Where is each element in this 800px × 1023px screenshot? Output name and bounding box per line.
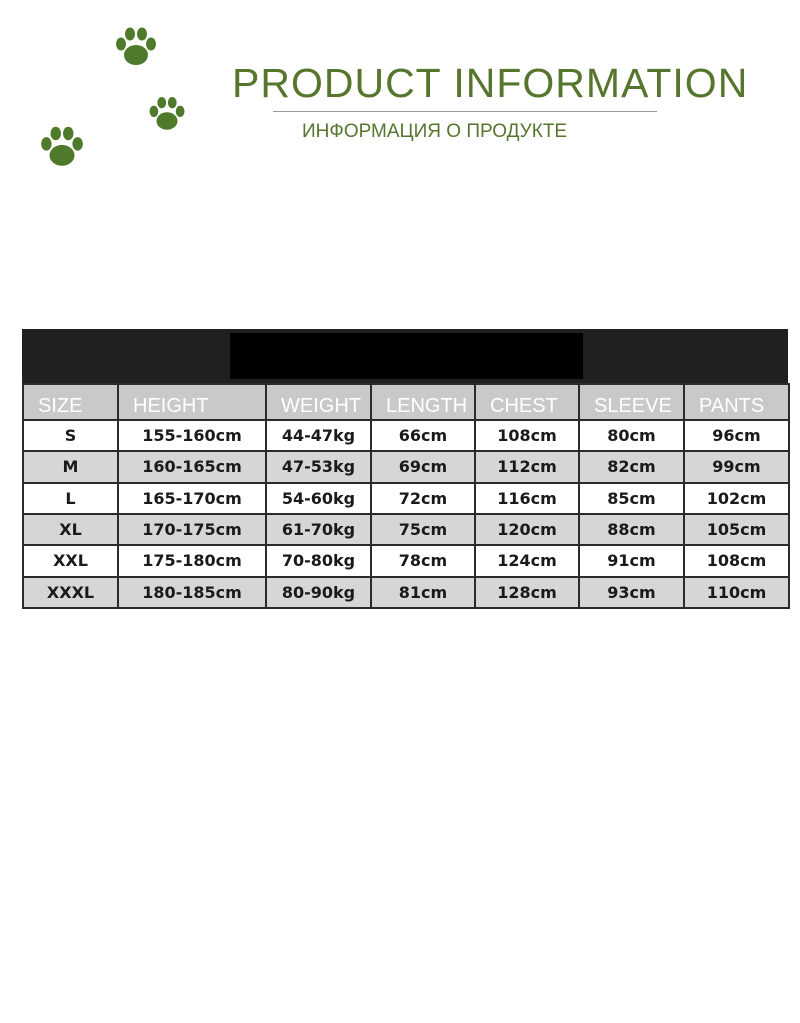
table-cell: 112cm [475, 451, 579, 482]
table-top-box [230, 333, 583, 379]
table-cell: 170-175cm [118, 514, 266, 545]
table-cell: 105cm [684, 514, 789, 545]
table-cell: XXL [23, 545, 118, 576]
table-top-band [22, 329, 788, 383]
table-cell: 110cm [684, 577, 789, 608]
table-cell: 96cm [684, 420, 789, 451]
column-header: CHEST [475, 384, 579, 420]
table-cell: 99cm [684, 451, 789, 482]
table-row [23, 420, 789, 451]
table-cell: 165-170cm [118, 483, 266, 514]
table-cell: 44-47kg [266, 420, 371, 451]
table-row [23, 577, 789, 608]
table-cell: 91cm [579, 545, 684, 576]
page-subtitle: ИНФОРМАЦИЯ О ПРОДУКТЕ [302, 121, 568, 142]
table-cell: L [23, 483, 118, 514]
table-cell: 108cm [475, 420, 579, 451]
table-cell: 78cm [371, 545, 475, 576]
table-cell: 80-90kg [266, 577, 371, 608]
table-cell: 75cm [371, 514, 475, 545]
column-header: LENGTH [371, 384, 475, 420]
table-cell: 61-70kg [266, 514, 371, 545]
table-cell: 102cm [684, 483, 789, 514]
table-cell: 81cm [371, 577, 475, 608]
table-cell: 124cm [475, 545, 579, 576]
table-cell: 47-53kg [266, 451, 371, 482]
table-cell: 80cm [579, 420, 684, 451]
table-cell: 66cm [371, 420, 475, 451]
table-cell: 54-60kg [266, 483, 371, 514]
column-header: HEIGHT [118, 384, 266, 420]
table-cell: XXXL [23, 577, 118, 608]
table-cell: 128cm [475, 577, 579, 608]
table-cell: 70-80kg [266, 545, 371, 576]
table-cell: 88cm [579, 514, 684, 545]
page-title: PRODUCT INFORMATION [232, 60, 749, 106]
size-chart [22, 329, 788, 609]
table-cell: 93cm [579, 577, 684, 608]
paw-icon [112, 26, 160, 68]
table-row [23, 451, 789, 482]
table-cell: 155-160cm [118, 420, 266, 451]
column-header: WEIGHT [266, 384, 371, 420]
table-cell: 82cm [579, 451, 684, 482]
table-cell: 85cm [579, 483, 684, 514]
table-cell: 120cm [475, 514, 579, 545]
table-cell: 180-185cm [118, 577, 266, 608]
table-cell: 69cm [371, 451, 475, 482]
table-cell: 175-180cm [118, 545, 266, 576]
column-header: PANTS [684, 384, 789, 420]
table-cell: XL [23, 514, 118, 545]
table-cell: 108cm [684, 545, 789, 576]
table-cell: S [23, 420, 118, 451]
title-divider [273, 111, 657, 112]
table-row [23, 483, 789, 514]
paw-icon [37, 123, 87, 171]
table-row [23, 545, 789, 576]
table-row [23, 514, 789, 545]
table-cell: 116cm [475, 483, 579, 514]
column-header: SIZE [23, 384, 118, 420]
table-cell: 72cm [371, 483, 475, 514]
table-cell: M [23, 451, 118, 482]
size-table [22, 383, 790, 609]
table-header-row [23, 384, 789, 420]
column-header: SLEEVE [579, 384, 684, 420]
table-cell: 160-165cm [118, 451, 266, 482]
paw-icon [146, 93, 188, 135]
